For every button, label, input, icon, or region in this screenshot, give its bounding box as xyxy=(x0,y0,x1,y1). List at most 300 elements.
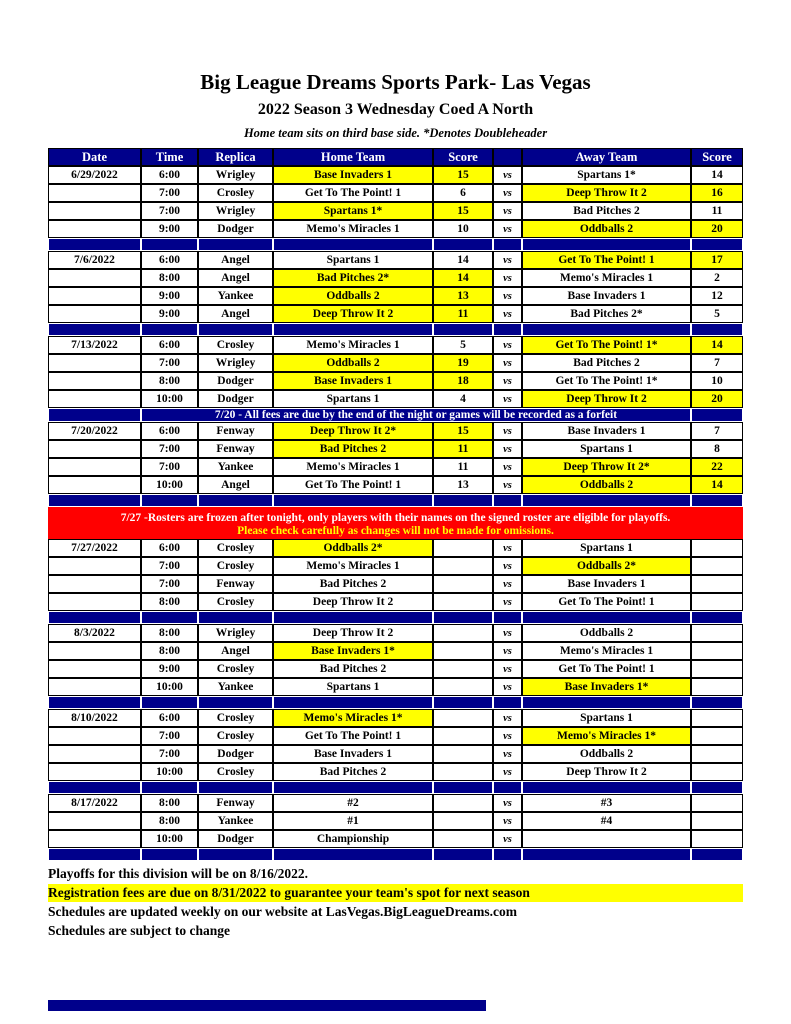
home-team-cell: Memo's Miracles 1* xyxy=(273,709,433,727)
footer-notes xyxy=(48,865,791,940)
home-score-cell: 6 xyxy=(433,184,493,202)
home-score-cell xyxy=(433,624,493,642)
away-score-cell xyxy=(691,812,743,830)
date-cell: 8/10/2022 xyxy=(48,709,141,727)
home-score-cell: 10 xyxy=(433,220,493,238)
home-team-cell: Memo's Miracles 1 xyxy=(273,557,433,575)
date-cell xyxy=(48,593,141,611)
game-row xyxy=(48,422,743,440)
date-cell: 6/29/2022 xyxy=(48,166,141,184)
game-row xyxy=(48,476,743,494)
away-score-cell: 12 xyxy=(691,287,743,305)
time-cell: 9:00 xyxy=(141,660,198,678)
vs-cell: vs xyxy=(493,440,522,458)
home-team-cell: Oddballs 2 xyxy=(273,354,433,372)
column-header-date: Date xyxy=(48,148,141,166)
vs-cell: vs xyxy=(493,709,522,727)
registration-note: Registration fees are due on 8/31/2022 to guarantee your team's spot for next season xyxy=(48,884,743,902)
game-row xyxy=(48,812,743,830)
away-team-cell: Get To The Point! 1* xyxy=(522,336,691,354)
away-score-cell: 5 xyxy=(691,305,743,323)
replica-cell: Wrigley xyxy=(198,166,273,184)
replica-cell: Crosley xyxy=(198,184,273,202)
date-cell xyxy=(48,354,141,372)
game-row xyxy=(48,305,743,323)
vs-cell: vs xyxy=(493,390,522,408)
home-team-note: Home team sits on third base side. *Denotes Doubleheader xyxy=(243,126,548,140)
website-note: Schedules are updated weekly on our website at LasVegas.BigLeagueDreams.com xyxy=(48,904,518,919)
replica-cell: Angel xyxy=(198,269,273,287)
vs-cell: vs xyxy=(493,354,522,372)
home-score-cell xyxy=(433,593,493,611)
game-row xyxy=(48,660,743,678)
home-team-cell: #1 xyxy=(273,812,433,830)
away-team-cell: Oddballs 2 xyxy=(522,745,691,763)
page-header xyxy=(0,0,791,141)
away-score-cell xyxy=(691,709,743,727)
home-score-cell: 13 xyxy=(433,287,493,305)
home-score-cell: 11 xyxy=(433,440,493,458)
section-separator xyxy=(48,494,743,507)
vs-cell: vs xyxy=(493,593,522,611)
game-row xyxy=(48,763,743,781)
time-cell: 8:00 xyxy=(141,812,198,830)
time-cell: 7:00 xyxy=(141,440,198,458)
away-team-cell: Memo's Miracles 1 xyxy=(522,642,691,660)
section-separator xyxy=(48,323,743,336)
game-row xyxy=(48,336,743,354)
away-team-cell: #3 xyxy=(522,794,691,812)
home-team-cell: Deep Throw It 2 xyxy=(273,593,433,611)
replica-cell: Fenway xyxy=(198,794,273,812)
replica-cell: Dodger xyxy=(198,745,273,763)
replica-cell: Crosley xyxy=(198,763,273,781)
date-cell xyxy=(48,678,141,696)
home-score-cell: 15 xyxy=(433,202,493,220)
home-score-cell: 11 xyxy=(433,305,493,323)
home-team-cell: Oddballs 2 xyxy=(273,287,433,305)
page-subtitle: 2022 Season 3 Wednesday Coed A North xyxy=(257,101,534,118)
away-team-cell: Spartans 1* xyxy=(522,166,691,184)
replica-cell: Crosley xyxy=(198,727,273,745)
home-score-cell xyxy=(433,763,493,781)
date-cell xyxy=(48,812,141,830)
replica-cell: Wrigley xyxy=(198,354,273,372)
away-score-cell xyxy=(691,678,743,696)
away-team-cell xyxy=(522,830,691,848)
home-score-cell xyxy=(433,557,493,575)
away-score-cell: 14 xyxy=(691,166,743,184)
away-score-cell xyxy=(691,794,743,812)
date-cell xyxy=(48,220,141,238)
home-team-cell: Spartans 1 xyxy=(273,251,433,269)
vs-cell: vs xyxy=(493,251,522,269)
home-score-cell: 4 xyxy=(433,390,493,408)
date-cell xyxy=(48,660,141,678)
game-row xyxy=(48,593,743,611)
home-score-cell xyxy=(433,830,493,848)
home-score-cell xyxy=(433,642,493,660)
game-row xyxy=(48,269,743,287)
vs-cell: vs xyxy=(493,763,522,781)
fees-due-text: 7/20 - All fees are due by the end of the night or games will be recorded as a forfeit xyxy=(141,408,691,422)
replica-cell: Angel xyxy=(198,305,273,323)
away-score-cell: 7 xyxy=(691,354,743,372)
home-team-cell: Bad Pitches 2 xyxy=(273,575,433,593)
away-team-cell: Bad Pitches 2* xyxy=(522,305,691,323)
away-team-cell: Get To The Point! 1 xyxy=(522,593,691,611)
date-cell: 7/27/2022 xyxy=(48,539,141,557)
time-cell: 6:00 xyxy=(141,539,198,557)
away-team-cell: #4 xyxy=(522,812,691,830)
away-score-cell: 7 xyxy=(691,422,743,440)
replica-cell: Angel xyxy=(198,642,273,660)
time-cell: 7:00 xyxy=(141,354,198,372)
home-team-cell: Spartans 1* xyxy=(273,202,433,220)
game-row xyxy=(48,727,743,745)
vs-cell: vs xyxy=(493,220,522,238)
column-header-away-score: Score xyxy=(691,148,743,166)
away-score-cell: 20 xyxy=(691,220,743,238)
date-cell xyxy=(48,830,141,848)
date-cell xyxy=(48,184,141,202)
vs-cell: vs xyxy=(493,624,522,642)
time-cell: 7:00 xyxy=(141,202,198,220)
home-score-cell xyxy=(433,709,493,727)
game-row xyxy=(48,539,743,557)
vs-cell: vs xyxy=(493,336,522,354)
away-score-cell xyxy=(691,575,743,593)
game-row xyxy=(48,440,743,458)
column-header-home-team: Home Team xyxy=(273,148,433,166)
away-score-cell xyxy=(691,642,743,660)
replica-cell: Dodger xyxy=(198,372,273,390)
home-team-cell: Get To The Point! 1 xyxy=(273,184,433,202)
time-cell: 8:00 xyxy=(141,593,198,611)
time-cell: 6:00 xyxy=(141,709,198,727)
vs-cell: vs xyxy=(493,458,522,476)
vs-cell: vs xyxy=(493,575,522,593)
date-cell: 8/17/2022 xyxy=(48,794,141,812)
column-header-vs xyxy=(493,148,522,166)
home-team-cell: Memo's Miracles 1 xyxy=(273,336,433,354)
replica-cell: Crosley xyxy=(198,593,273,611)
away-score-cell: 2 xyxy=(691,269,743,287)
away-score-cell xyxy=(691,830,743,848)
home-score-cell xyxy=(433,812,493,830)
away-score-cell xyxy=(691,557,743,575)
away-score-cell: 17 xyxy=(691,251,743,269)
game-row xyxy=(48,624,743,642)
date-cell xyxy=(48,642,141,660)
vs-cell: vs xyxy=(493,660,522,678)
time-cell: 7:00 xyxy=(141,575,198,593)
replica-cell: Crosley xyxy=(198,709,273,727)
away-team-cell: Bad Pitches 2 xyxy=(522,202,691,220)
game-row xyxy=(48,202,743,220)
section-separator xyxy=(48,781,743,794)
date-cell xyxy=(48,763,141,781)
home-team-cell: Deep Throw It 2* xyxy=(273,422,433,440)
away-team-cell: Oddballs 2 xyxy=(522,220,691,238)
date-cell xyxy=(48,745,141,763)
away-team-cell: Spartans 1 xyxy=(522,539,691,557)
date-cell xyxy=(48,557,141,575)
home-score-cell: 13 xyxy=(433,476,493,494)
home-score-cell: 11 xyxy=(433,458,493,476)
fees-due-banner xyxy=(48,408,743,422)
column-header-replica: Replica xyxy=(198,148,273,166)
time-cell: 9:00 xyxy=(141,305,198,323)
replica-cell: Yankee xyxy=(198,812,273,830)
home-team-cell: Bad Pitches 2 xyxy=(273,660,433,678)
home-score-cell: 19 xyxy=(433,354,493,372)
time-cell: 9:00 xyxy=(141,287,198,305)
vs-cell: vs xyxy=(493,166,522,184)
game-row xyxy=(48,354,743,372)
time-cell: 10:00 xyxy=(141,830,198,848)
home-team-cell: Oddballs 2* xyxy=(273,539,433,557)
date-cell xyxy=(48,372,141,390)
roster-freeze-line2: Please check carefully as changes will not be made for omissions. xyxy=(237,524,554,537)
game-row xyxy=(48,287,743,305)
away-score-cell xyxy=(691,624,743,642)
section-separator xyxy=(48,696,743,709)
game-row xyxy=(48,678,743,696)
vs-cell: vs xyxy=(493,476,522,494)
game-row xyxy=(48,390,743,408)
away-team-cell: Deep Throw It 2* xyxy=(522,458,691,476)
time-cell: 8:00 xyxy=(141,794,198,812)
vs-cell: vs xyxy=(493,539,522,557)
date-cell: 7/13/2022 xyxy=(48,336,141,354)
time-cell: 7:00 xyxy=(141,184,198,202)
date-cell xyxy=(48,440,141,458)
replica-cell: Wrigley xyxy=(198,624,273,642)
time-cell: 8:00 xyxy=(141,372,198,390)
date-cell xyxy=(48,575,141,593)
date-cell: 7/6/2022 xyxy=(48,251,141,269)
date-cell xyxy=(48,727,141,745)
section-separator xyxy=(48,611,743,624)
time-cell: 10:00 xyxy=(141,390,198,408)
home-team-cell: Bad Pitches 2 xyxy=(273,440,433,458)
away-score-cell xyxy=(691,539,743,557)
vs-cell: vs xyxy=(493,678,522,696)
replica-cell: Crosley xyxy=(198,336,273,354)
home-team-cell: Get To The Point! 1 xyxy=(273,476,433,494)
vs-cell: vs xyxy=(493,557,522,575)
time-cell: 9:00 xyxy=(141,220,198,238)
time-cell: 8:00 xyxy=(141,624,198,642)
home-team-cell: Memo's Miracles 1 xyxy=(273,220,433,238)
column-header-away-team: Away Team xyxy=(522,148,691,166)
home-team-cell: Spartans 1 xyxy=(273,678,433,696)
time-cell: 8:00 xyxy=(141,269,198,287)
game-row xyxy=(48,830,743,848)
away-team-cell: Spartans 1 xyxy=(522,440,691,458)
away-score-cell xyxy=(691,660,743,678)
replica-cell: Yankee xyxy=(198,678,273,696)
roster-freeze-banner xyxy=(48,507,743,539)
vs-cell: vs xyxy=(493,422,522,440)
away-team-cell: Oddballs 2 xyxy=(522,624,691,642)
game-row xyxy=(48,575,743,593)
home-team-cell: #2 xyxy=(273,794,433,812)
away-team-cell: Deep Throw It 2 xyxy=(522,390,691,408)
time-cell: 7:00 xyxy=(141,745,198,763)
away-score-cell: 14 xyxy=(691,476,743,494)
game-row xyxy=(48,458,743,476)
away-team-cell: Oddballs 2* xyxy=(522,557,691,575)
section-separator xyxy=(48,238,743,251)
vs-cell: vs xyxy=(493,184,522,202)
game-row xyxy=(48,220,743,238)
replica-cell: Yankee xyxy=(198,458,273,476)
away-team-cell: Memo's Miracles 1* xyxy=(522,727,691,745)
home-score-cell xyxy=(433,794,493,812)
replica-cell: Crosley xyxy=(198,557,273,575)
away-team-cell: Base Invaders 1 xyxy=(522,575,691,593)
away-score-cell: 22 xyxy=(691,458,743,476)
section-separator xyxy=(48,848,743,861)
date-cell xyxy=(48,269,141,287)
time-cell: 6:00 xyxy=(141,251,198,269)
date-cell xyxy=(48,305,141,323)
replica-cell: Dodger xyxy=(198,830,273,848)
replica-cell: Crosley xyxy=(198,660,273,678)
date-cell: 7/20/2022 xyxy=(48,422,141,440)
home-score-cell xyxy=(433,678,493,696)
home-team-cell: Base Invaders 1 xyxy=(273,372,433,390)
schedule-table xyxy=(48,148,743,861)
away-score-cell xyxy=(691,745,743,763)
away-team-cell: Base Invaders 1 xyxy=(522,287,691,305)
home-team-cell: Bad Pitches 2* xyxy=(273,269,433,287)
time-cell: 7:00 xyxy=(141,458,198,476)
away-team-cell: Base Invaders 1 xyxy=(522,422,691,440)
home-score-cell: 18 xyxy=(433,372,493,390)
game-row xyxy=(48,184,743,202)
time-cell: 6:00 xyxy=(141,166,198,184)
home-score-cell: 14 xyxy=(433,269,493,287)
vs-cell: vs xyxy=(493,812,522,830)
home-team-cell: Championship xyxy=(273,830,433,848)
away-score-cell: 14 xyxy=(691,336,743,354)
away-team-cell: Get To The Point! 1 xyxy=(522,660,691,678)
home-score-cell: 15 xyxy=(433,422,493,440)
subject-to-change-note: Schedules are subject to change xyxy=(48,923,230,938)
vs-cell: vs xyxy=(493,305,522,323)
column-header-time: Time xyxy=(141,148,198,166)
away-score-cell xyxy=(691,727,743,745)
roster-freeze-line1: 7/27 -Rosters are frozen after tonight, only players with their names on the signed roster are eligible for playoffs. xyxy=(120,511,671,524)
replica-cell: Angel xyxy=(198,476,273,494)
home-team-cell: Deep Throw It 2 xyxy=(273,624,433,642)
home-team-cell: Bad Pitches 2 xyxy=(273,763,433,781)
away-score-cell: 11 xyxy=(691,202,743,220)
home-score-cell xyxy=(433,660,493,678)
game-row xyxy=(48,372,743,390)
bottom-bar xyxy=(48,1000,486,1011)
time-cell: 10:00 xyxy=(141,476,198,494)
away-team-cell: Get To The Point! 1 xyxy=(522,251,691,269)
away-score-cell: 16 xyxy=(691,184,743,202)
vs-cell: vs xyxy=(493,745,522,763)
game-row xyxy=(48,251,743,269)
replica-cell: Fenway xyxy=(198,422,273,440)
replica-cell: Fenway xyxy=(198,575,273,593)
away-team-cell: Spartans 1 xyxy=(522,709,691,727)
playoffs-note: Playoffs for this division will be on 8/16/2022. xyxy=(48,866,309,881)
away-score-cell xyxy=(691,763,743,781)
game-row xyxy=(48,166,743,184)
time-cell: 7:00 xyxy=(141,557,198,575)
replica-cell: Dodger xyxy=(198,220,273,238)
time-cell: 10:00 xyxy=(141,678,198,696)
date-cell xyxy=(48,458,141,476)
vs-cell: vs xyxy=(493,269,522,287)
vs-cell: vs xyxy=(493,727,522,745)
date-cell: 8/3/2022 xyxy=(48,624,141,642)
home-team-cell: Deep Throw It 2 xyxy=(273,305,433,323)
replica-cell: Fenway xyxy=(198,440,273,458)
home-score-cell: 14 xyxy=(433,251,493,269)
replica-cell: Wrigley xyxy=(198,202,273,220)
home-team-cell: Memo's Miracles 1 xyxy=(273,458,433,476)
page-title: Big League Dreams Sports Park- Las Vegas xyxy=(200,70,591,94)
game-row xyxy=(48,745,743,763)
date-cell xyxy=(48,287,141,305)
game-row xyxy=(48,642,743,660)
away-team-cell: Memo's Miracles 1 xyxy=(522,269,691,287)
home-team-cell: Base Invaders 1* xyxy=(273,642,433,660)
game-row xyxy=(48,557,743,575)
vs-cell: vs xyxy=(493,202,522,220)
replica-cell: Angel xyxy=(198,251,273,269)
away-team-cell: Deep Throw It 2 xyxy=(522,184,691,202)
date-cell xyxy=(48,390,141,408)
time-cell: 6:00 xyxy=(141,422,198,440)
time-cell: 8:00 xyxy=(141,642,198,660)
vs-cell: vs xyxy=(493,794,522,812)
away-team-cell: Get To The Point! 1* xyxy=(522,372,691,390)
time-cell: 10:00 xyxy=(141,763,198,781)
away-score-cell: 20 xyxy=(691,390,743,408)
home-team-cell: Spartans 1 xyxy=(273,390,433,408)
home-score-cell xyxy=(433,539,493,557)
home-score-cell xyxy=(433,727,493,745)
date-cell xyxy=(48,202,141,220)
game-row xyxy=(48,794,743,812)
time-cell: 7:00 xyxy=(141,727,198,745)
away-team-cell: Base Invaders 1* xyxy=(522,678,691,696)
away-team-cell: Deep Throw It 2 xyxy=(522,763,691,781)
game-row xyxy=(48,709,743,727)
replica-cell: Crosley xyxy=(198,539,273,557)
vs-cell: vs xyxy=(493,642,522,660)
home-score-cell: 15 xyxy=(433,166,493,184)
table-header-row xyxy=(48,148,743,166)
time-cell: 6:00 xyxy=(141,336,198,354)
away-score-cell xyxy=(691,593,743,611)
home-team-cell: Get To The Point! 1 xyxy=(273,727,433,745)
replica-cell: Yankee xyxy=(198,287,273,305)
vs-cell: vs xyxy=(493,830,522,848)
away-team-cell: Oddballs 2 xyxy=(522,476,691,494)
vs-cell: vs xyxy=(493,372,522,390)
away-score-cell: 8 xyxy=(691,440,743,458)
